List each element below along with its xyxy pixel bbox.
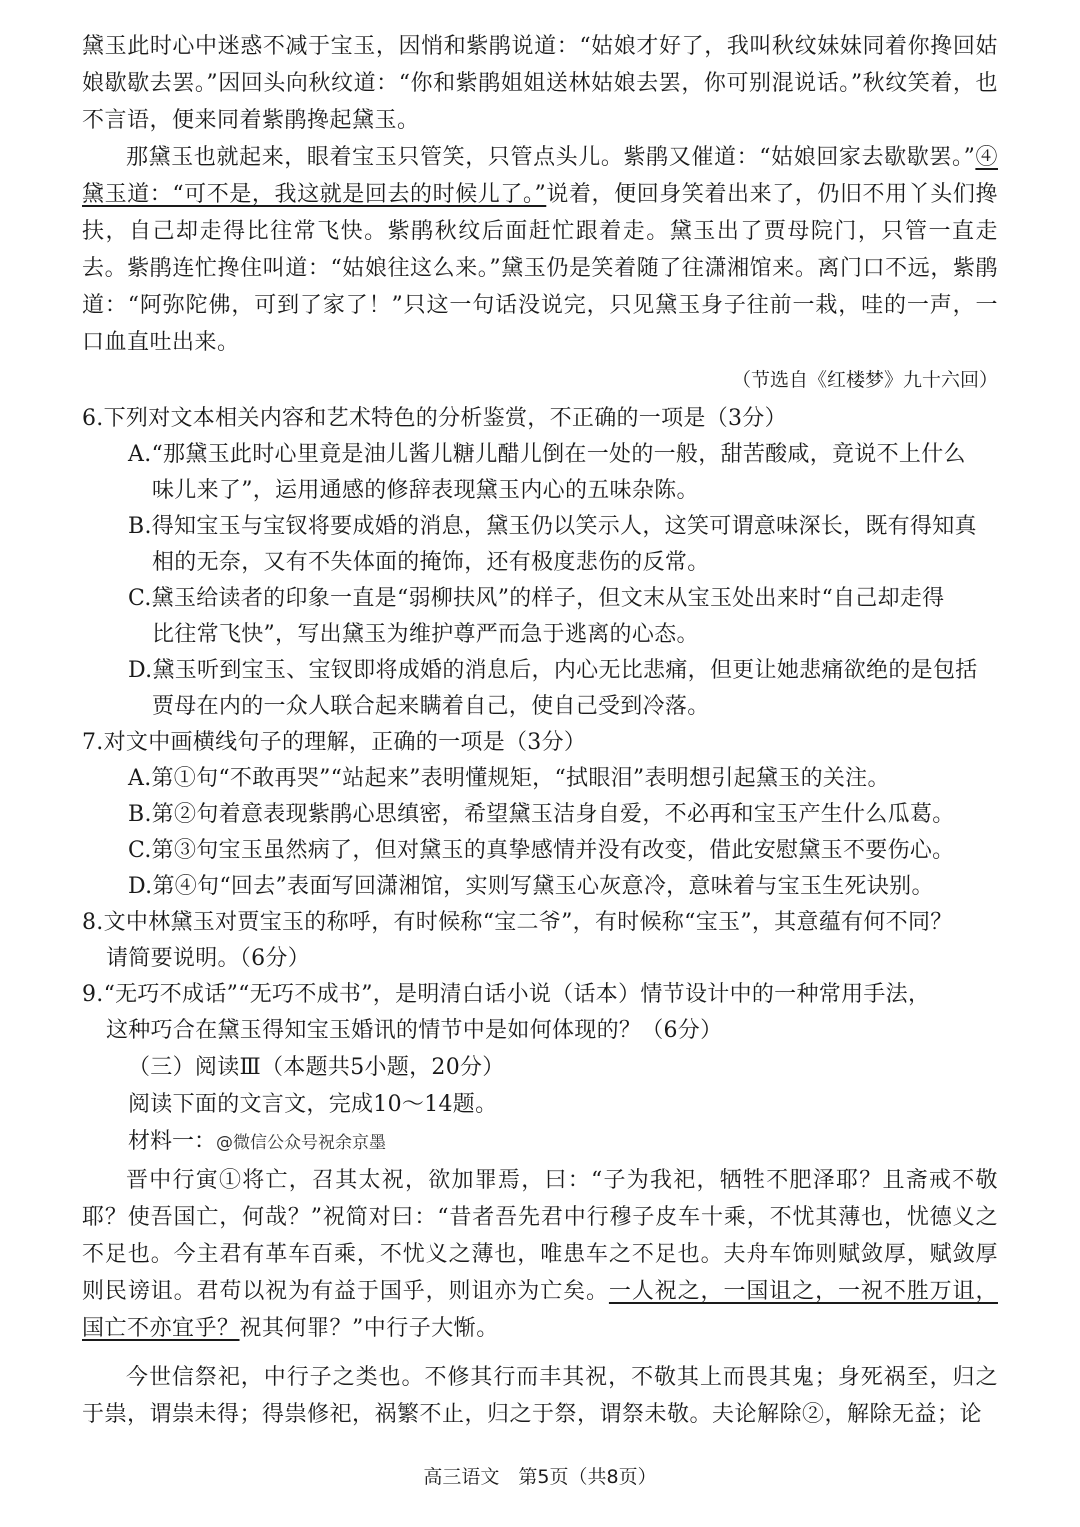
- classical-paragraph-1: [82, 1162, 998, 1347]
- classical-p1-end: 祝其何罪？”中行子大惭。: [239, 1316, 499, 1341]
- classical-paragraph-2: 今世信祭祀，中行子之类也。不修其行而丰其祝，不敬其上而畏其鬼；身死祸至，归之于祟，谓祟未得；得祟修祀，祸繁不止，归之于祭，谓祭未敬。夫论解除②，解除无益；论: [82, 1365, 998, 1427]
- passage-source: （节选自《红楼梦》九十六回）: [731, 369, 998, 391]
- question-6-option-d-line-1: D.黛玉听到宝玉、宝钗即将成婚的消息后，内心无比悲痛，但更让她悲痛欲绝的是包括: [128, 658, 978, 683]
- classical-p1-start: 晋中行寅①将亡，召其太祝，欲加罪焉，曰：“子为我祀，牺牲不肥泽耶？且斋戒不敬耶？使吾国亡，何哉？”祝简对曰：“昔者吾先君中行穆子皮车十乘，不忧其薄也，忧德义之不足也。今主君有革车百乘，不忧义之薄也，唯患车之不足也。夫舟车饰则赋敛厚，赋敛厚则民谤诅。君苟以祝为有益于国乎，则诅亦为亡矣。: [82, 1168, 998, 1304]
- passage-paragraph-2: [82, 139, 998, 361]
- passage-p2-end: 说着，便回身笑着出来了，仍旧不用丫头们搀扶，自己却走得比往常飞快。紫鹃秋纹后面赶忙跟着走。黛玉出了贾母院门，只管一直走去。紫鹃连忙搀住叫道：“姑娘往这么来。”黛玉仍是笑着随了往潇湘馆来。离门口不远，紫鹃道：“阿弥陀佛，可到了家了！”只这一句话没说完，只见黛玉身子往前一栽，哇的一声，一口血直吐出来。: [82, 182, 998, 355]
- question-7: [82, 725, 998, 905]
- watermark-text: @微信公众号祝余京墨: [216, 1133, 387, 1153]
- question-9: [82, 977, 998, 1049]
- passage-paragraph-1: 黛玉此时心中迷惑不减于宝玉，因悄和紫鹃说道：“姑娘才好了，我叫秋纹妹妹同着你搀回姑娘歇歇去罢。”因回头向秋纹道：“你和紫鹃姐姐送林姑娘去罢，你可别混说话。”秋纹笑着，也不言语，便来同着紫鹃搀起黛玉。: [82, 34, 998, 133]
- material-1-heading: [128, 1123, 998, 1162]
- classical-underlined-sentence: 一人祝之，一国诅之，一祝不胜万诅，国亡不亦宜乎？: [82, 1279, 998, 1341]
- question-6-option-c-line-2: 比往常飞快”，写出黛玉为维护尊严而急于逃离的心态。: [152, 622, 699, 647]
- question-7-option-c: C.第③句宝玉虽然病了，但对黛玉的真挚感情并没有改变，借此安慰黛玉不要伤心。: [128, 838, 955, 863]
- question-6-option-a-line-1: A.“那黛玉此时心里竟是油儿酱儿糖儿醋儿倒在一处的一般，甜苦酸咸，竟说不上什么: [128, 442, 966, 467]
- question-6-option-b-line-1: B.得知宝玉与宝钗将要成婚的消息，黛玉仍以笑示人，这笑可谓意味深长，既有得知真: [128, 514, 977, 539]
- section-3-instruction: 阅读下面的文言文，完成10～14题。: [128, 1092, 498, 1117]
- question-6-stem: 6.下列对文本相关内容和艺术特色的分析鉴赏，不正确的一项是（3分）: [82, 406, 787, 431]
- question-8: [82, 905, 998, 977]
- underlined-sentence-4: ④黛玉道：“可不是，我这就是回去的时候儿了。”: [82, 145, 998, 207]
- passage-p2-start: 那黛玉也就起来，眼着宝玉只管笑，只管点头儿。紫鹃又催道：“姑娘回家去歇歇罢。”: [126, 145, 976, 170]
- question-6: [82, 401, 998, 725]
- question-9-line-1: 9.“无巧不成话”“无巧不成书”，是明清白话小说（话本）情节设计中的一种常用手法，: [82, 982, 931, 1007]
- question-8-line-1: 8.文中林黛玉对贾宝玉的称呼，有时候称“宝二爷”，有时候称“宝玉”，其意蕴有何不同？: [82, 910, 953, 935]
- page-footer: 高三语文 第5页（共8页）: [423, 1466, 657, 1488]
- material-1-label: 材料一：: [128, 1129, 217, 1154]
- question-8-line-2: 请简要说明。（6分）: [106, 946, 310, 971]
- question-7-option-d: D.第④句“回去”表面写回潇湘馆，实则写黛玉心灰意冷，意味着与宝玉生死诀别。: [128, 874, 934, 899]
- section-3-title: （三）阅读Ⅲ（本题共5小题，20分）: [128, 1055, 505, 1080]
- question-7-option-a: A.第①句“不敢再哭”“站起来”表明懂规矩，“拭眼泪”表明想引起黛玉的关注。: [128, 766, 890, 791]
- question-7-option-b: B.第②句着意表现紫鹃心思缜密，希望黛玉洁身自爱，不必再和宝玉产生什么瓜葛。: [128, 802, 955, 827]
- question-6-option-d-line-2: 贾母在内的一众人联合起来瞒着自己，使自己受到冷落。: [152, 694, 710, 719]
- question-6-option-b-line-2: 相的无奈，又有不失体面的掩饰，还有极度悲伤的反常。: [152, 550, 710, 575]
- question-6-option-c-line-1: C.黛玉给读者的印象一直是“弱柳扶风”的样子，但文末从宝玉处出来时“自己却走得: [128, 586, 945, 611]
- question-6-option-a-line-2: 味儿来了”，运用通感的修辞表现黛玉内心的五味杂陈。: [152, 478, 699, 503]
- question-9-line-2: 这种巧合在黛玉得知宝玉婚讯的情节中是如何体现的？（6分）: [106, 1018, 723, 1043]
- question-7-stem: 7.对文中画横线句子的理解，正确的一项是（3分）: [82, 730, 587, 755]
